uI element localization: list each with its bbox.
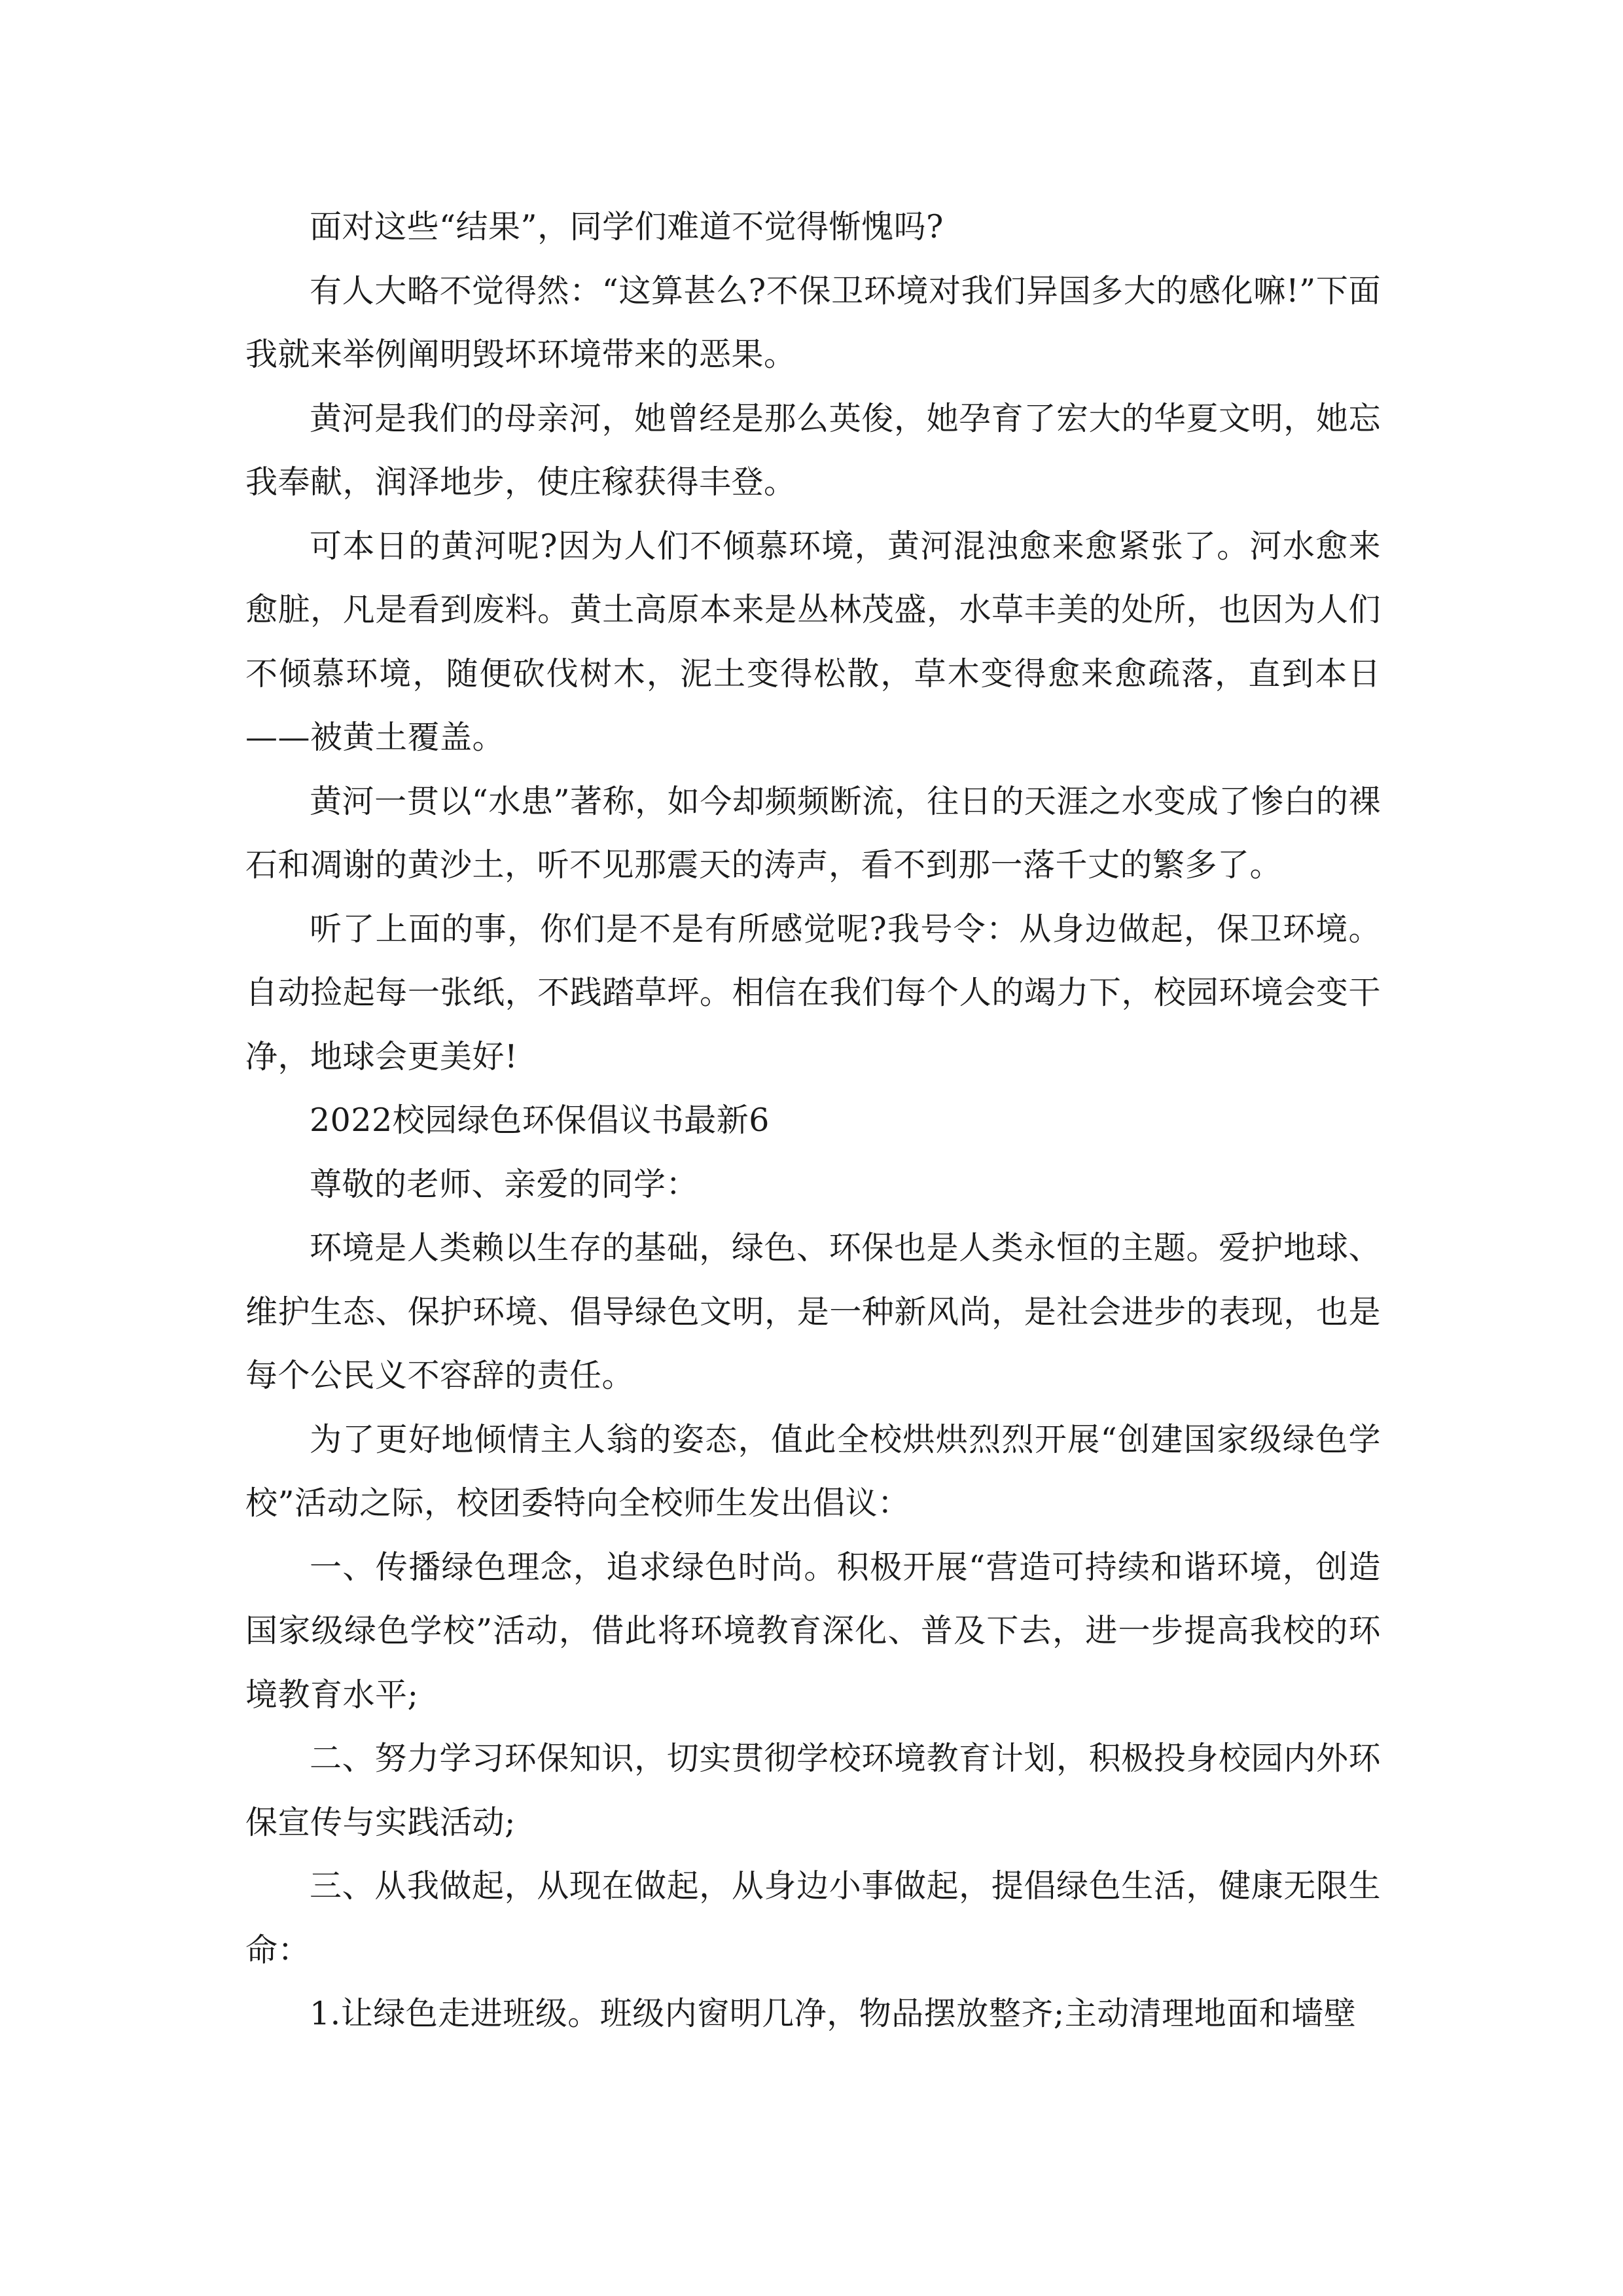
list-item: 一、传播绿色理念，追求绿色时尚。积极开展“营造可持续和谐环境，创造国家级绿色学校”活动，借此将环境教育深化、普及下去，进一步提高我校的环境教育水平; (245, 1548, 1381, 1713)
document-page (245, 195, 1381, 2046)
paragraph: 面对这些“结果”，同学们难道不觉得惭愧吗? (310, 208, 944, 245)
paragraph: 黄河一贯以“水患”著称，如今却频频断流，往日的天涯之水变成了惨白的裸石和凋谢的黄沙土，听不见那震天的涛声，看不到那一落千丈的繁多了。 (245, 782, 1381, 884)
salutation: 尊敬的老师、亲爱的同学： (310, 1165, 699, 1203)
list-item: 1.让绿色走进班级。班级内窗明几净，物品摆放整齐;主动清理地面和墙壁 (310, 1995, 1357, 2032)
paragraph: 为了更好地倾情主人翁的姿态，值此全校烘烘烈烈开展“创建国家级绿色学校”活动之际，校团委特向全校师生发出倡议： (245, 1420, 1381, 1522)
paragraph: 听了上面的事，你们是不是有所感觉呢?我号令：从身边做起，保卫环境。自动捡起每一张纸，不践踏草坪。相信在我们每个人的竭力下，校园环境会变干净，地球会更美好! (245, 910, 1381, 1075)
paragraph: 黄河是我们的母亲河，她曾经是那么英俊，她孕育了宏大的华夏文明，她忘我奉献，润泽地步，使庄稼获得丰登。 (245, 399, 1381, 501)
list-item: 二、努力学习环保知识，切实贯彻学校环境教育计划，积极投身校园内外环保宣传与实践活动; (245, 1740, 1381, 1841)
section-title: 2022校园绿色环保倡议书最新6 (310, 1102, 770, 1139)
paragraph: 环境是人类赖以生存的基础，绿色、环保也是人类永恒的主题。爱护地球、维护生态、保护环境、倡导绿色文明，是一种新风尚，是社会进步的表现，也是每个公民义不容辞的责任。 (245, 1229, 1381, 1394)
paragraph: 有人大略不觉得然：“这算甚么?不保卫环境对我们异国多大的感化嘛!”下面我就来举例阐明毁坏环境带来的恶果。 (245, 272, 1381, 373)
list-item: 三、从我做起，从现在做起，从身边小事做起，提倡绿色生活，健康无限生命： (245, 1867, 1381, 1969)
paragraph: 可本日的黄河呢?因为人们不倾慕环境，黄河混浊愈来愈紧张了。河水愈来愈脏，凡是看到废料。黄土高原本来是丛林茂盛，水草丰美的处所，也因为人们不倾慕环境，随便砍伐树木，泥土变得松散，草木变得愈来愈疏落，直到本日——被黄土覆盖。 (245, 527, 1381, 756)
